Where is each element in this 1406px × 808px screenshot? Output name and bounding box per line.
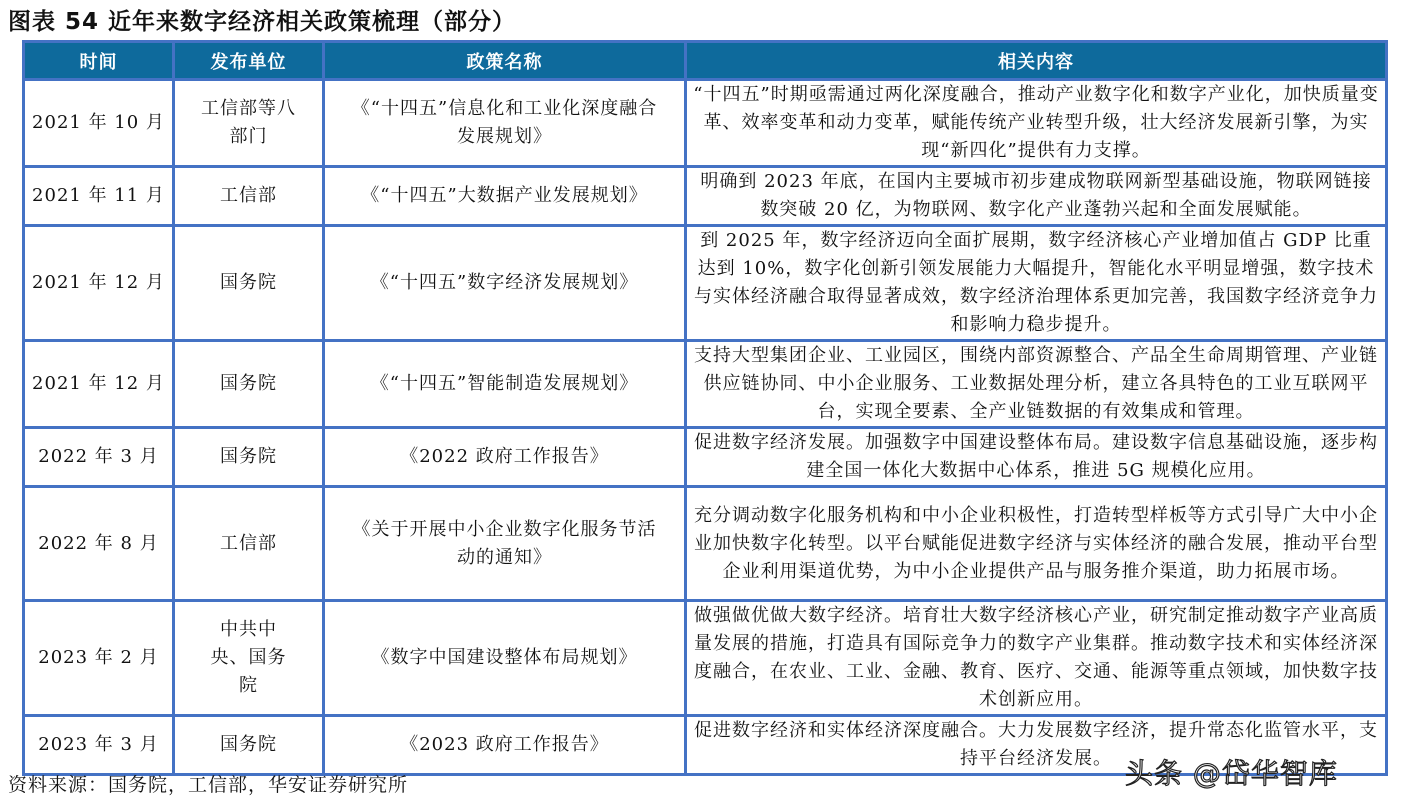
cell-policy: 《2022 政府工作报告》 [324, 428, 686, 487]
cell-issuer: 国务院 [174, 716, 324, 775]
cell-issuer: 国务院 [174, 341, 324, 428]
table-row [24, 341, 1387, 428]
figure-title: 图表 54 近年来数字经济相关政策梳理（部分） [8, 9, 517, 35]
cell-time: 2023 年 3 月 [24, 716, 174, 775]
cell-content: 充分调动数字化服务机构和中小企业积极性，打造转型样板等方式引导广大中小企业加快数字化转型。以平台赋能促进数字经济与实体经济的融合发展，推动平台型企业利用渠道优势，为中小企业提供产品与服务推介渠道，助力拓展市场。 [686, 487, 1387, 601]
cell-content: 促进数字经济和实体经济深度融合。大力发展数字经济，提升常态化监管水平，支持平台经济发展。 [686, 716, 1387, 775]
table-row [24, 167, 1387, 226]
cell-content: “十四五”时期亟需通过两化深度融合，推动产业数字化和数字产业化，加快质量变革、效率变革和动力变革，赋能传统产业转型升级，壮大经济发展新引擎，为实现“新四化”提供有力支撑。 [686, 80, 1387, 167]
cell-issuer: 国务院 [174, 226, 324, 341]
cell-policy: 《数字中国建设整体布局规划》 [324, 601, 686, 716]
cell-time: 2023 年 2 月 [24, 601, 174, 716]
table-header-row [24, 42, 1387, 80]
cell-policy: 《2023 政府工作报告》 [324, 716, 686, 775]
table-row [24, 428, 1387, 487]
cell-content: 明确到 2023 年底，在国内主要城市初步建成物联网新型基础设施，物联网链接数突破 20 亿，为物联网、数字化产业蓬勃兴起和全面发展赋能。 [686, 167, 1387, 226]
cell-content: 促进数字经济发展。加强数字中国建设整体布局。建设数字信息基础设施，逐步构建全国一体化大数据中心体系，推进 5G 规模化应用。 [686, 428, 1387, 487]
cell-time: 2021 年 12 月 [24, 341, 174, 428]
cell-policy: 《关于开展中小企业数字化服务节活动的通知》 [324, 487, 686, 601]
cell-issuer: 工信部 [174, 167, 324, 226]
policy-table [22, 40, 1388, 776]
cell-content: 到 2025 年，数字经济迈向全面扩展期，数字经济核心产业增加值占 GDP 比重达到 10%，数字化创新引领发展能力大幅提升，智能化水平明显增强，数字技术与实体经济融合取得显著成效，数字经济治理体系更加完善，我国数字经济竞争力和影响力稳步提升。 [686, 226, 1387, 341]
cell-time: 2021 年 12 月 [24, 226, 174, 341]
cell-issuer: 工信部 [174, 487, 324, 601]
cell-time: 2021 年 11 月 [24, 167, 174, 226]
cell-policy: 《“十四五”大数据产业发展规划》 [324, 167, 686, 226]
cell-policy: 《“十四五”数字经济发展规划》 [324, 226, 686, 341]
cell-time: 2022 年 3 月 [24, 428, 174, 487]
cell-issuer: 国务院 [174, 428, 324, 487]
cell-content: 做强做优做大数字经济。培育壮大数字经济核心产业，研究制定推动数字产业高质量发展的措施，打造具有国际竞争力的数字产业集群。推动数字技术和实体经济深度融合，在农业、工业、金融、教育、医疗、交通、能源等重点领域，加快数字技术创新应用。 [686, 601, 1387, 716]
header-content: 相关内容 [686, 42, 1387, 80]
cell-time: 2022 年 8 月 [24, 487, 174, 601]
cell-policy: 《“十四五”信息化和工业化深度融合发展规划》 [324, 80, 686, 167]
cell-issuer: 工信部等八部门 [174, 80, 324, 167]
table-row [24, 487, 1387, 601]
table-row [24, 80, 1387, 167]
source-note: 资料来源：国务院，工信部，华安证券研究所 [8, 774, 409, 796]
table-row [24, 601, 1387, 716]
watermark: 头条 @岱华智库 [1125, 757, 1338, 790]
header-policy: 政策名称 [324, 42, 686, 80]
header-time: 时间 [24, 42, 174, 80]
cell-issuer: 中共中央、国务院 [174, 601, 324, 716]
cell-policy: 《“十四五”智能制造发展规划》 [324, 341, 686, 428]
table-row [24, 226, 1387, 341]
header-issuer: 发布单位 [174, 42, 324, 80]
cell-content: 支持大型集团企业、工业园区，围绕内部资源整合、产品全生命周期管理、产业链供应链协同、中小企业服务、工业数据处理分析，建立各具特色的工业互联网平台，实现全要素、全产业链数据的有效集成和管理。 [686, 341, 1387, 428]
cell-time: 2021 年 10 月 [24, 80, 174, 167]
